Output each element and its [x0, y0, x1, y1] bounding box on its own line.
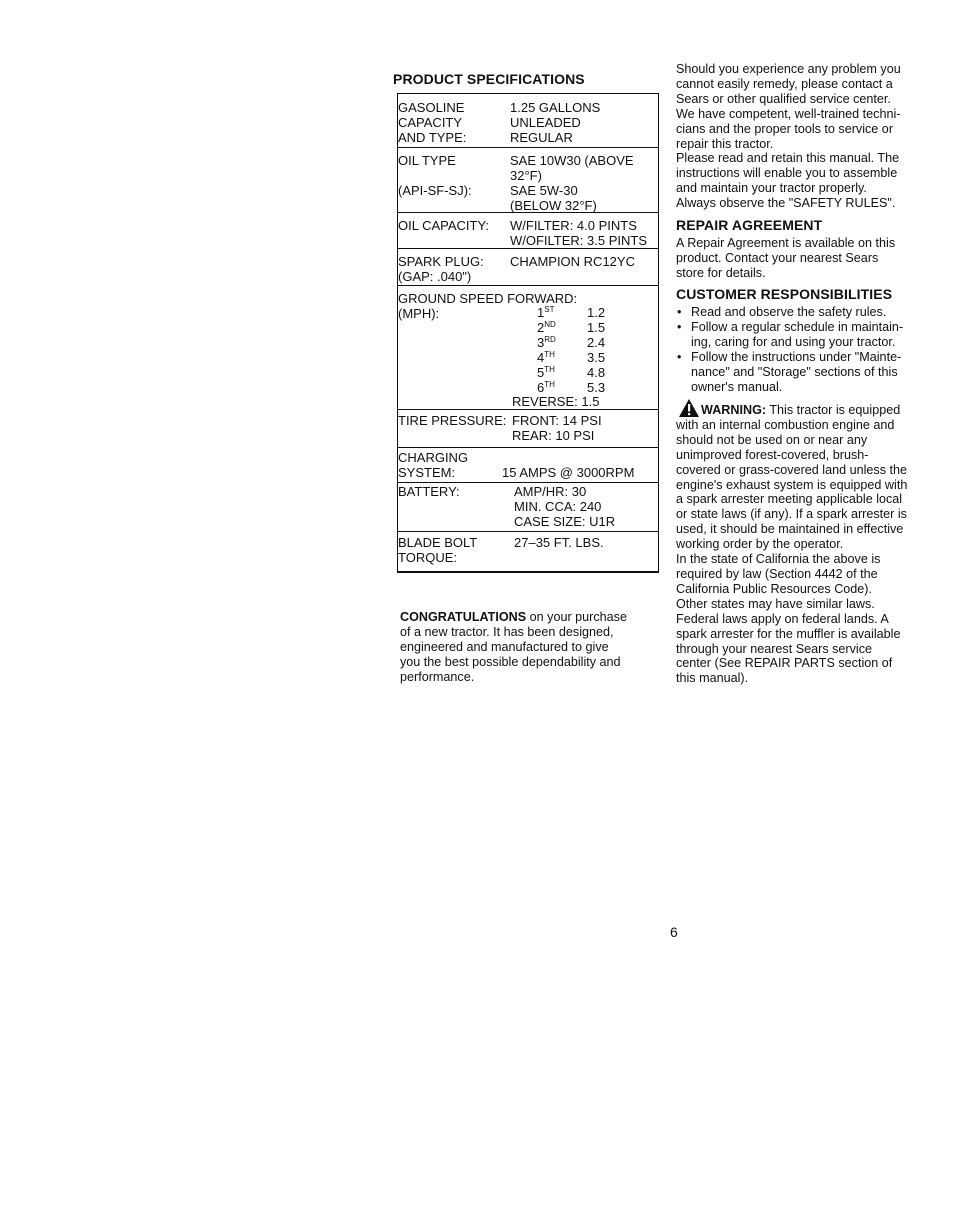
specifications-table	[397, 93, 659, 573]
congratulations-lead: CONGRATULATIONS	[400, 610, 527, 624]
reverse-speed: REVERSE: 1.5	[512, 394, 600, 409]
spec-value: AMP/HR: 30 MIN. CCA: 240 CASE SIZE: U1R	[514, 484, 616, 529]
gear-speed-item: 2ND 1.5	[537, 320, 606, 335]
gear-speed-item: 1ST 1.2	[537, 305, 606, 320]
page-number: 6	[670, 924, 678, 940]
repair-agreement-heading: REPAIR AGREEMENT	[676, 217, 823, 233]
spec-label: TIRE PRESSURE:	[398, 413, 507, 428]
spec-row-tire-pressure	[398, 409, 658, 448]
spec-label: SPARK PLUG: (GAP: .040")	[398, 254, 484, 284]
spec-row-spark-plug	[398, 248, 658, 286]
spec-label: GROUND SPEED FORWARD: (MPH):	[398, 291, 578, 321]
spec-value: W/FILTER: 4.0 PINTS W/OFILTER: 3.5 PINTS	[510, 218, 648, 248]
list-item: • Follow the instructions under "Mainte- nance" and "Storage" sections of this owner's manual.	[676, 350, 903, 395]
spec-label: BLADE BOLT TORQUE:	[398, 535, 478, 565]
spec-row-oil-type	[398, 147, 658, 213]
spec-row-ground-speed	[398, 285, 658, 410]
specs-heading: PRODUCT SPECIFICATIONS	[393, 71, 585, 87]
congratulations-paragraph: CONGRATULATIONS on your purchase of a new tractor. It has been designed, engineered and manufactured to give you the best possible dependability and performance.	[400, 610, 627, 684]
spec-row-charging	[398, 447, 658, 483]
service-intro-paragraph: Should you experience any problem you cannot easily remedy, please contact a Sears or other qualified service center. We have competent, well-trained techni- cians and the proper tools to service or repair this tractor. Please read and retain this manual. The instructions will enable you to assemble and maintain your tractor properly. Always observe the "SAFETY RULES".	[676, 62, 901, 211]
responsibilities-list	[676, 305, 903, 394]
warning-label: WARNING:	[701, 403, 767, 417]
spec-row-gasoline	[398, 94, 658, 148]
gear-speed-item: 5TH 4.8	[537, 365, 606, 380]
spec-label: OIL TYPE (API-SF-SJ):	[398, 153, 472, 198]
customer-responsibilities-heading: CUSTOMER RESPONSIBILITIES	[676, 286, 893, 302]
gear-speed-item: 6TH 5.3	[537, 380, 606, 395]
spec-label: GASOLINE CAPACITY AND TYPE:	[398, 100, 467, 145]
spec-label: BATTERY:	[398, 484, 460, 499]
spec-label: OIL CAPACITY:	[398, 218, 490, 233]
list-item: • Read and observe the safety rules.	[676, 305, 903, 320]
spec-value: FRONT: 14 PSI REAR: 10 PSI	[512, 413, 602, 443]
spec-value: 1.25 GALLONS UNLEADED REGULAR	[510, 100, 601, 145]
repair-agreement-paragraph: A Repair Agreement is available on this product. Contact your nearest Sears store for details.	[676, 236, 896, 280]
spec-value: CHAMPION RC12YC	[510, 254, 635, 269]
spec-row-blade-bolt	[398, 531, 658, 572]
spec-row-oil-capacity	[398, 212, 658, 249]
spec-label: CHARGING SYSTEM:	[398, 450, 469, 480]
gear-speed-item: 4TH 3.5	[537, 350, 606, 365]
warning-paragraph: WARNING: This tractor is equipped with an internal combustion engine and should not be used on or near any unimproved forest-covered, brush- covered or grass-covered land unless the engine's exhaust system is equipped with a spark arrester meeting applicable local or state laws (if any). If a spark arrester is used, it should be maintained in effective working order by the operator. In the state of California the above is required by law (Section 4442 of the California Public Resources Code). Other states may have similar laws. Federal laws apply on federal lands. A spark arrester for the muffler is available through your nearest Sears service center (See REPAIR PARTS section of this manual).	[676, 403, 908, 686]
list-item: • Follow a regular schedule in maintain- ing, caring for and using your tractor.	[676, 320, 903, 350]
spec-row-battery	[398, 482, 658, 532]
spec-value: SAE 10W30 (ABOVE 32°F) SAE 5W-30 (BELOW 32°F)	[510, 153, 634, 213]
spec-value: 15 AMPS @ 3000RPM	[502, 465, 635, 480]
spec-value: 27–35 FT. LBS.	[514, 535, 604, 550]
gear-speed-item: 3RD 2.4	[537, 335, 606, 350]
